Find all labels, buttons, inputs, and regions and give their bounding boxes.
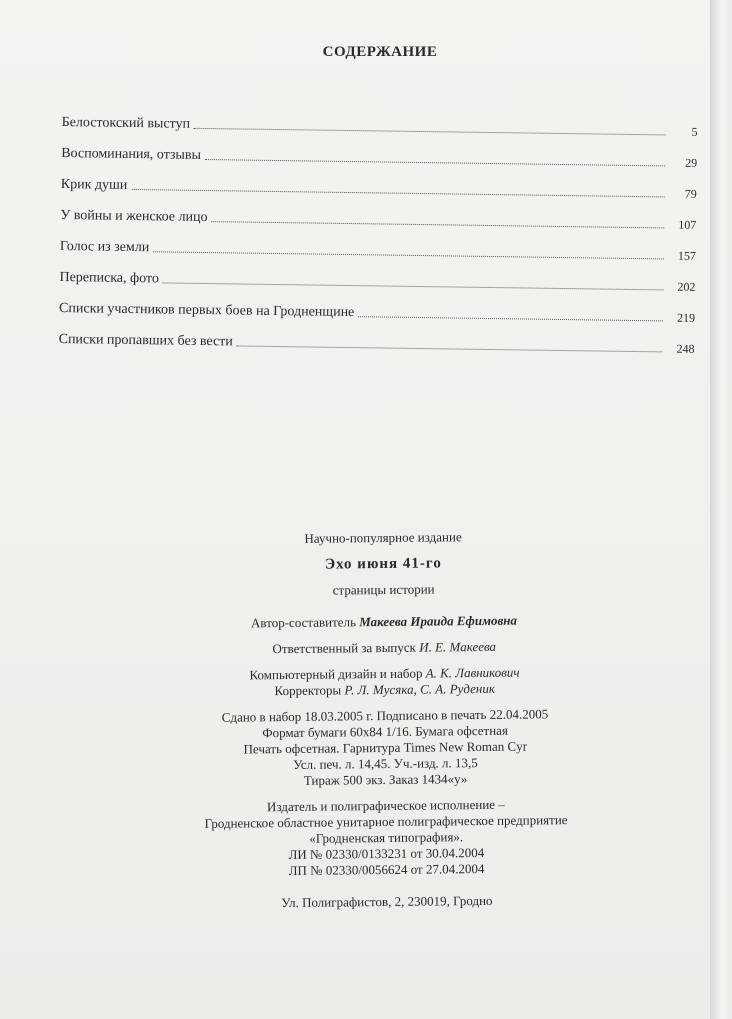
- toc-entry-title: Списки пропавших без вести: [58, 331, 233, 350]
- imprint-block: [148, 528, 622, 913]
- toc-entry-page: 202: [677, 279, 696, 294]
- toc-leader-dots: [358, 315, 663, 321]
- toc-entry-page: 5: [691, 124, 698, 139]
- print-details-line: Печать офсетная. Гарнитура Times New Roman Cyr: [243, 738, 528, 757]
- responsible-label: Ответственный за выпуск: [272, 639, 417, 657]
- design-name: А. К. Лавникович: [425, 664, 520, 681]
- correctors-label: Корректоры: [274, 682, 342, 699]
- publisher-address: Ул. Полиграфистов, 2, 230019, Гродно: [281, 892, 493, 911]
- publisher-line: Гродненское областное унитарное полиграфическое предприятие: [204, 812, 568, 831]
- toc-leader-dots: [237, 344, 663, 352]
- toc-entry-title: Переписка, фото: [59, 269, 159, 287]
- author-name: Макеева Ираида Ефимовна: [359, 612, 518, 630]
- toc-entry-title: Списки участников первых боев на Гродненщине: [58, 300, 355, 321]
- contents-heading: СОДЕРЖАНИЕ: [322, 44, 438, 60]
- page-edge: [710, 0, 732, 1019]
- print-details-line: Формат бумаги 60x84 1/16. Бумага офсетная: [262, 722, 508, 741]
- print-details-line: Сдано в набор 18.03.2005 г. Подписано в печать 22.04.2005: [221, 706, 549, 725]
- book-title: Эхо июня 41-го: [324, 555, 442, 573]
- design-label: Компьютерный дизайн и набор: [249, 665, 423, 683]
- toc-entry-page: 219: [676, 310, 696, 325]
- toc-entry-title: Голос из земли: [59, 238, 150, 256]
- toc-entry-page: 79: [684, 186, 697, 201]
- book-subtitle: страницы истории: [332, 581, 435, 598]
- toc-entry-page: 29: [685, 155, 698, 170]
- toc-entry-title: Крик души: [60, 176, 128, 193]
- responsible-name: И. Е. Макеева: [419, 638, 497, 655]
- publisher-line: ЛИ № 02330/0133231 от 30.04.2004: [288, 844, 485, 863]
- toc-entry-page: 107: [678, 217, 697, 232]
- publisher-line: ЛП № 02330/0056624 от 27.04.2004: [288, 860, 485, 879]
- toc-entry-page: 157: [677, 248, 696, 263]
- publisher-line: Издатель и полиграфическое исполнение –: [266, 796, 505, 815]
- table-of-contents: [59, 100, 698, 357]
- toc-entry-title: Воспоминания, отзывы: [61, 145, 202, 163]
- toc-entry-page: 248: [676, 341, 695, 356]
- publisher-line: «Гродненская типография».: [309, 829, 464, 846]
- print-details-line: Усл. печ. л. 14,45. Уч.-изд. л. 13,5: [293, 755, 478, 772]
- edition-type: Научно-популярное издание: [304, 529, 462, 546]
- print-details-line: Тираж 500 экз. Заказ 1434«у»: [303, 771, 468, 788]
- toc-entry-title: У войны и женское лицо: [60, 207, 208, 226]
- correctors-names: Р. Л. Мусяка, С. А. Руденик: [344, 680, 495, 698]
- author-label: Автор-составитель: [250, 614, 357, 631]
- toc-entry-title: Белостокский выступ: [61, 114, 191, 132]
